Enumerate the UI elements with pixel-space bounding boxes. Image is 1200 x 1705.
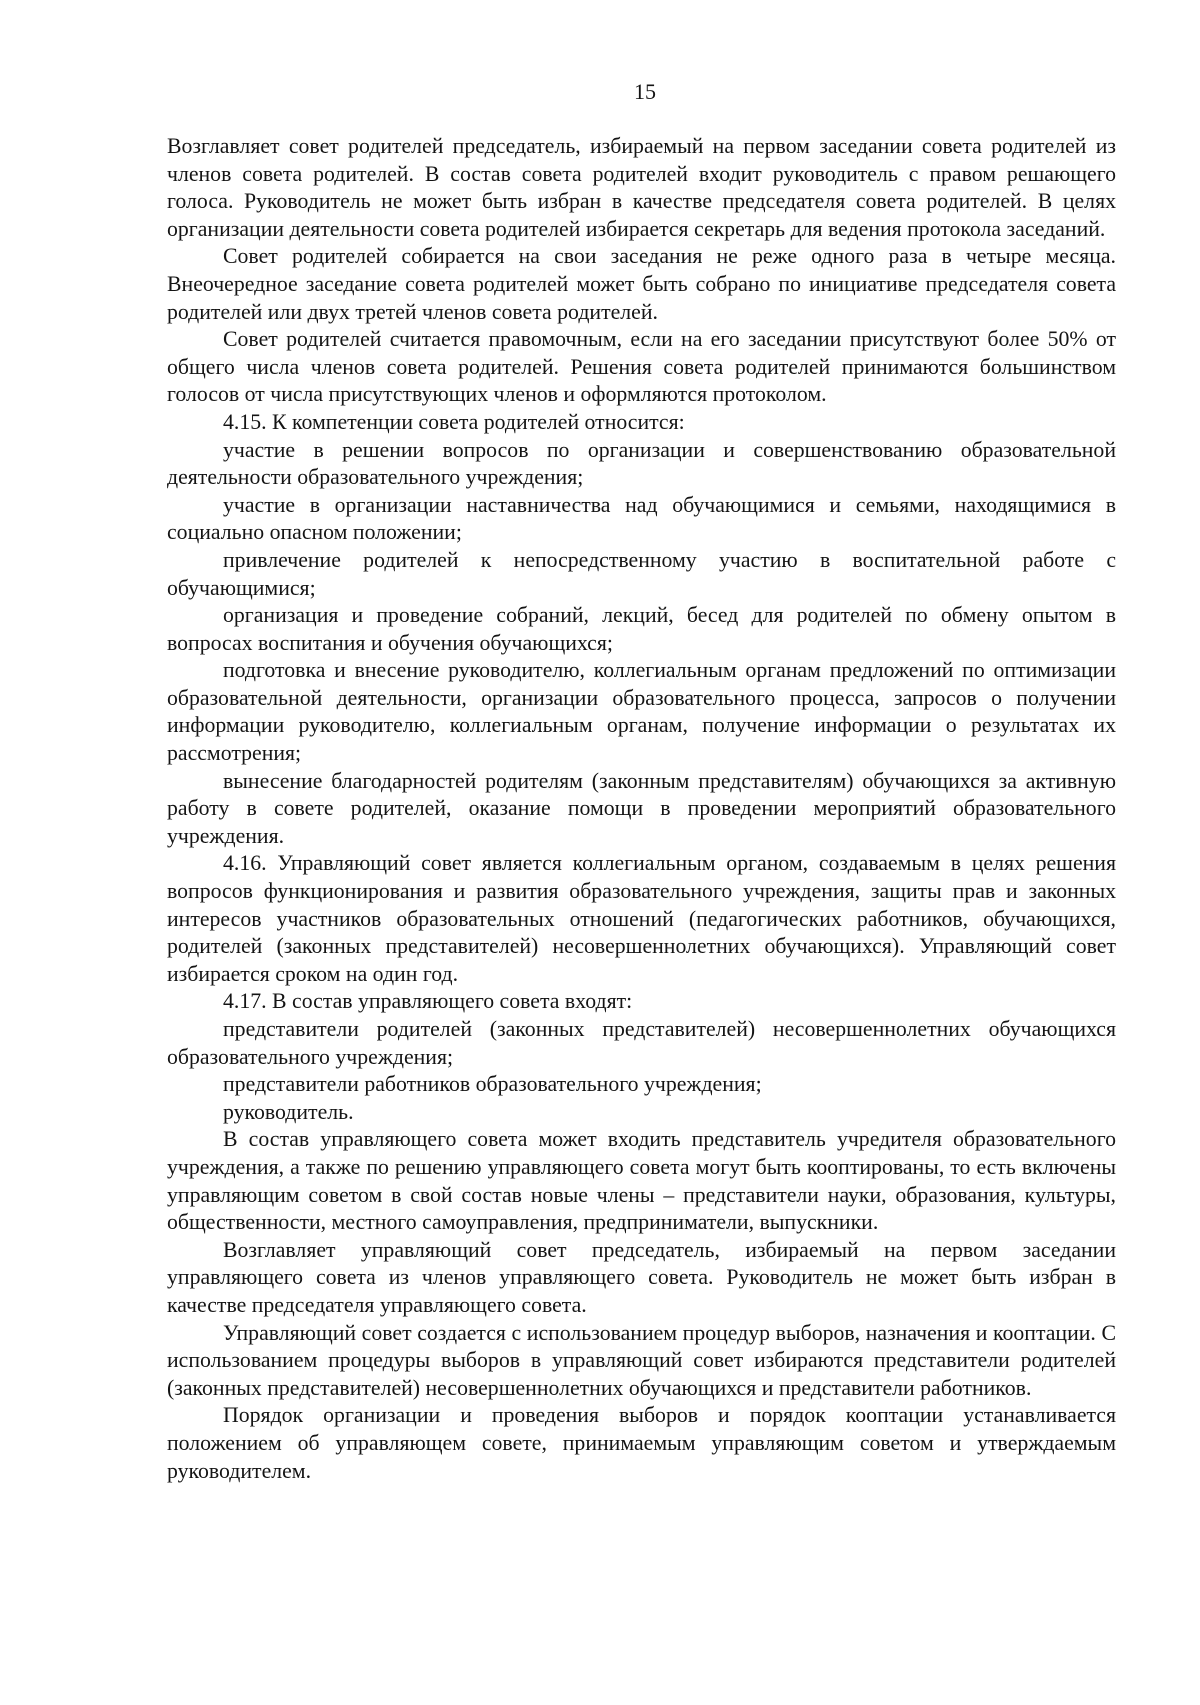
paragraph: Совет родителей считается правомочным, если на его заседании присутствуют более 50% от общего числа членов совета родителей. Решения совета родителей принимаются большинством голосов от числа присутствующих членов и оформляются протоколом. <box>167 327 1116 407</box>
document-body <box>167 133 1116 1485</box>
paragraph: представители работников образовательного учреждения; <box>223 1072 762 1097</box>
paragraph: 4.15. К компетенции совета родителей относится: <box>223 409 685 434</box>
paragraph: Порядок организации и проведения выборов и порядок кооптации устанавливается положением об управляющем совете, принимаемым управляющим советом и утверждаемым руководителем. <box>167 1403 1116 1483</box>
paragraph: руководитель. <box>223 1099 354 1124</box>
paragraph: подготовка и внесение руководителю, коллегиальным органам предложений по оптимизации образовательной деятельности, организации образовательного процесса, запросов о получении информации руководителю, коллегиальным органам, получение информации о результатах их рассмотрения; <box>167 658 1116 766</box>
paragraph: 4.16. Управляющий совет является коллегиальным органом, создаваемым в целях решения вопросов функционирования и развития образовательного учреждения, защиты прав и законных интересов участников образовательных отношений (педагогических работников, обучающихся, родителей (законных представителей) несовершеннолетних обучающихся). Управляющий совет избирается сроком на один год. <box>167 851 1116 986</box>
paragraph: вынесение благодарностей родителям (законным представителям) обучающихся за активную работу в совете родителей, оказание помощи в проведении мероприятий образовательного учреждения. <box>167 768 1116 848</box>
paragraph: Возглавляет совет родителей председатель, избираемый на первом заседании совета родителей из членов совета родителей. В состав совета родителей входит руководитель с правом решающего голоса. Руководитель не может быть избран в качестве председателя совета родителей. В целях организации деятельности совета родителей избирается секретарь для ведения протокола заседаний. <box>167 134 1116 241</box>
paragraph: 4.17. В состав управляющего совета входят: <box>223 989 633 1014</box>
page-number: 15 <box>634 79 656 104</box>
paragraph: участие в решении вопросов по организации и совершенствованию образовательной деятельности образовательного учреждения; <box>167 437 1116 490</box>
paragraph: участие в организации наставничества над обучающимися и семьями, находящимися в социально опасном положении; <box>167 492 1116 545</box>
paragraph: В состав управляющего совета может входить представитель учредителя образовательного учреждения, а также по решению управляющего совета могут быть кооптированы, то есть включены управляющим советом в свой состав новые члены – представители науки, образования, культуры, общественности, местного самоуправления, предприниматели, выпускники. <box>167 1127 1116 1235</box>
paragraph: Управляющий совет создается с использованием процедур выборов, назначения и кооптации. С использованием процедуры выборов в управляющий совет избираются представители родителей (законных представителей) несовершеннолетних обучающихся и представители работников. <box>167 1320 1116 1400</box>
paragraph: Возглавляет управляющий совет председатель, избираемый на первом заседании управляющего совета из членов управляющего совета. Руководитель не может быть избран в качестве председателя управляющего совета. <box>167 1237 1116 1317</box>
paragraph: Совет родителей собирается на свои заседания не реже одного раза в четыре месяца. Внеочередное заседание совета родителей может быть собрано по инициативе председателя совета родителей или двух третей членов совета родителей. <box>167 244 1116 324</box>
paragraph: организация и проведение собраний, лекций, бесед для родителей по обмену опытом в вопросах воспитания и обучения обучающихся; <box>167 603 1116 655</box>
paragraph: представители родителей (законных представителей) несовершеннолетних обучающихся образовательного учреждения; <box>167 1017 1116 1069</box>
paragraph: привлечение родителей к непосредственному участию в воспитательной работе с обучающимися; <box>167 547 1116 600</box>
